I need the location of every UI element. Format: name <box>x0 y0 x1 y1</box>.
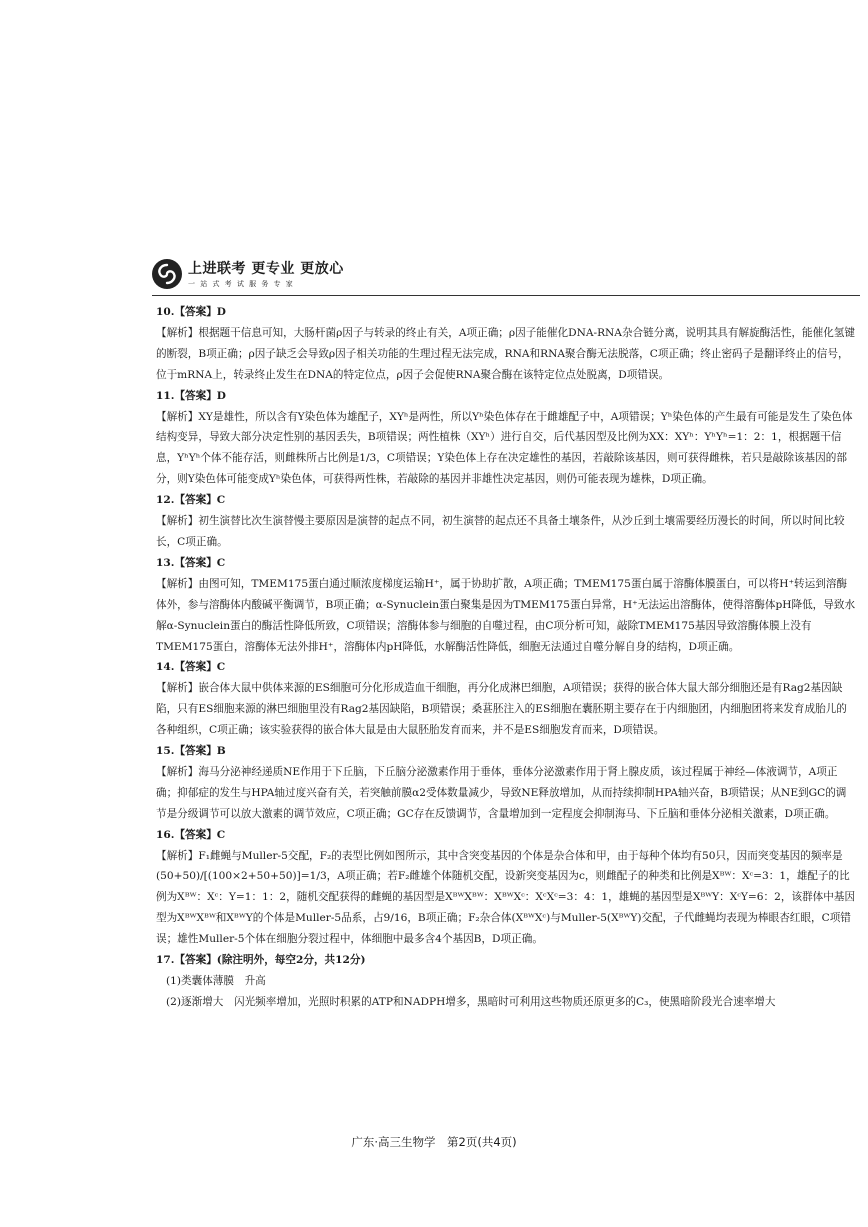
sub-answer-2: (2)逐渐增大 闪光频率增加，光照时积累的ATP和NADPH增多，黑暗时可利用这些物质还原更多的C₃，使黑暗阶段光合速率增大 <box>166 995 776 1008</box>
sub-answer-1: (1)类囊体薄膜 升高 <box>166 975 266 987</box>
answer-line: 【答案】C <box>174 494 226 507</box>
question-number: 10. <box>156 306 175 318</box>
analysis-text: 【解析】由图可知，TMEM175蛋白通过顺浓度梯度运输H⁺，属于协助扩散，A项正确；TMEM175蛋白属于溶酶体膜蛋白，可以将H⁺转运到溶酶体外，参与溶酶体内酸碱平衡调节，B项正确；α-Synuclein蛋白聚集是因为TMEM175蛋白异常，H⁺无法运出溶酶体，使得溶酶体pH降低，导致水解α-Synuclein蛋白的酶活性降低所致，C项错误；溶酶体参与细胞的自噬过程，由C项分析可知，敲除TMEM175基因导致溶酶体膜上没有TMEM175蛋白，溶酶体无法外排H⁺，溶酶体内pH降低，水解酶活性降低，细胞无法通过自噬分解自身的结构，D项正确。 <box>156 577 856 653</box>
answer-content <box>156 302 856 1013</box>
question-14 <box>156 657 856 741</box>
analysis-text: 【解析】根据题干信息可知，大肠杆菌ρ因子与转录的终止有关，A项正确；ρ因子能催化DNA-RNA杂合链分离，说明其具有解旋酶活性，能催化氢键的断裂，B项正确；ρ因子缺乏会导致ρ因子相关功能的生理过程无法完成，RNA和RNA聚合酶无法脱落，C项正确；终止密码子是翻译终止的信号，位于mRNA上，转录终止发生在DNA的特定位点，ρ因子会促使RNA聚合酶在该特定位点处脱离，D项错误。 <box>156 326 856 381</box>
brand-slogan: 上进联考 更专业 更放心 <box>188 261 344 277</box>
question-number: 16. <box>156 828 175 841</box>
question-15 <box>156 741 856 825</box>
question-16 <box>156 825 856 950</box>
analysis-text: 【解析】F₁雌蝇与Muller-5交配，F₂的表型比例如图所示，其中含突变基因的个体是杂合体和甲，由于每种个体均有50只，因而突变基因的频率是(50+50)/[(100×2+50+50)]=1/3，A项正确；若F₂雌雄个体随机交配，设新突变基因为c，则雌配子的种类和比例是Xᴮᵂ：Xᶜ=3：1，雄配子的比例为Xᴮᵂ：Xᶜ：Y=1：1：2，随机交配获得的雌蝇的基因型是XᴮᵂXᴮᵂ：XᴮᵂXᶜ：XᶜXᶜ=3：4：1，雄蝇的基因型是XᴮᵂY：XᶜY=6：2，该群体中基因型为XᴮᵂXᴮᵂ和XᴮᵂY的个体是Muller-5品系，占9/16，B项正确；F₂杂合体(XᴮᵂXᶜ)与Muller-5(XᴮᵂY)交配，子代雌蝇均表现为棒眼杏红眼，C项错误；雄性Muller-5个体在细胞分裂过程中，体细胞中最多含4个基因B，D项正确。 <box>156 849 856 946</box>
question-17 <box>156 950 856 1013</box>
question-11 <box>156 386 856 491</box>
analysis-text: 【解析】XY是雄性，所以含有Y染色体为雄配子，XYʰ是两性，所以Yʰ染色体存在于雌雄配子中，A项错误；Yʰ染色体的产生最有可能是发生了染色体结构变异，导致大部分决定性别的基因丢失，B项错误；两性植株（XYʰ）进行自交，后代基因型及比例为XX：XYʰ：YʰYʰ=1：2：1，根据题干信息，YʰYʰ个体不能存活，则雌株所占比例是1/3，C项错误；Y染色体上存在决定雄性的基因，若敲除该基因，则可获得雌株，若只是敲除该基因的部分，则Y染色体可能变成Yʰ染色体，可获得两性株，若敲除的基因并非雄性决定基因，则仍可能表现为雄株，D项正确。 <box>156 410 853 486</box>
answer-line: 【答案】B <box>174 745 226 758</box>
question-number: 14. <box>156 661 175 674</box>
analysis-text: 【解析】海马分泌神经递质NE作用于下丘脑，下丘脑分泌激素作用于垂体，垂体分泌激素作用于肾上腺皮质，该过程属于神经—体液调节，A项正确；抑郁症的发生与HPA轴过度兴奋有关，若突触前膜α2受体数量减少，导致NE释放增加，从而持续抑制HPA轴兴奋，B项错误；从NE到GC的调节是分级调节可以放大激素的调节效应，C项正确；GC存在反馈调节，含量增加到一定程度会抑制海马、下丘脑和垂体分泌相关激素，D项正确。 <box>156 765 847 820</box>
answer-line: 【答案】(除注明外，每空2分，共12分) <box>174 954 366 967</box>
answer-line: 【答案】D <box>174 389 226 402</box>
analysis-text: 【解析】嵌合体大鼠中供体来源的ES细胞可分化形成造血干细胞，再分化成淋巴细胞，A项错误；获得的嵌合体大鼠大部分细胞还是有Rag2基因缺陷，只有ES细胞来源的淋巴细胞里没有Rag2基因缺陷，B项错误；桑葚胚注入的ES细胞在囊胚期主要存在于内细胞团，内细胞团将来发育成胎儿的各种组织，C项正确；该实验获得的嵌合体大鼠是由大鼠胚胎发育而来，并不是ES细胞发育而来，D项错误。 <box>156 682 847 737</box>
logo-swirl-icon <box>152 259 182 289</box>
question-number: 12. <box>156 494 175 507</box>
answer-line: 【答案】D <box>174 306 226 318</box>
question-number: 15. <box>156 745 175 758</box>
question-13 <box>156 553 856 658</box>
answer-line: 【答案】C <box>174 661 226 674</box>
analysis-text: 【解析】初生演替比次生演替慢主要原因是演替的起点不同，初生演替的起点还不具备土壤条件，从沙丘到土壤需要经历漫长的时间，所以时间比较长，C项正确。 <box>156 515 845 548</box>
question-number: 13. <box>156 556 175 569</box>
brand-subtitle: 一 站 式 考 试 服 务 专 家 <box>188 280 295 288</box>
question-12 <box>156 490 856 553</box>
answer-line: 【答案】C <box>174 828 226 841</box>
page-footer: 广东·高三生物学 第2页(共4页) <box>351 1135 517 1149</box>
brand-logo <box>152 258 344 289</box>
header-rule <box>152 295 860 296</box>
question-10 <box>156 302 856 386</box>
answer-line: 【答案】C <box>174 556 226 569</box>
question-number: 11. <box>156 389 175 402</box>
question-number: 17. <box>156 954 175 967</box>
